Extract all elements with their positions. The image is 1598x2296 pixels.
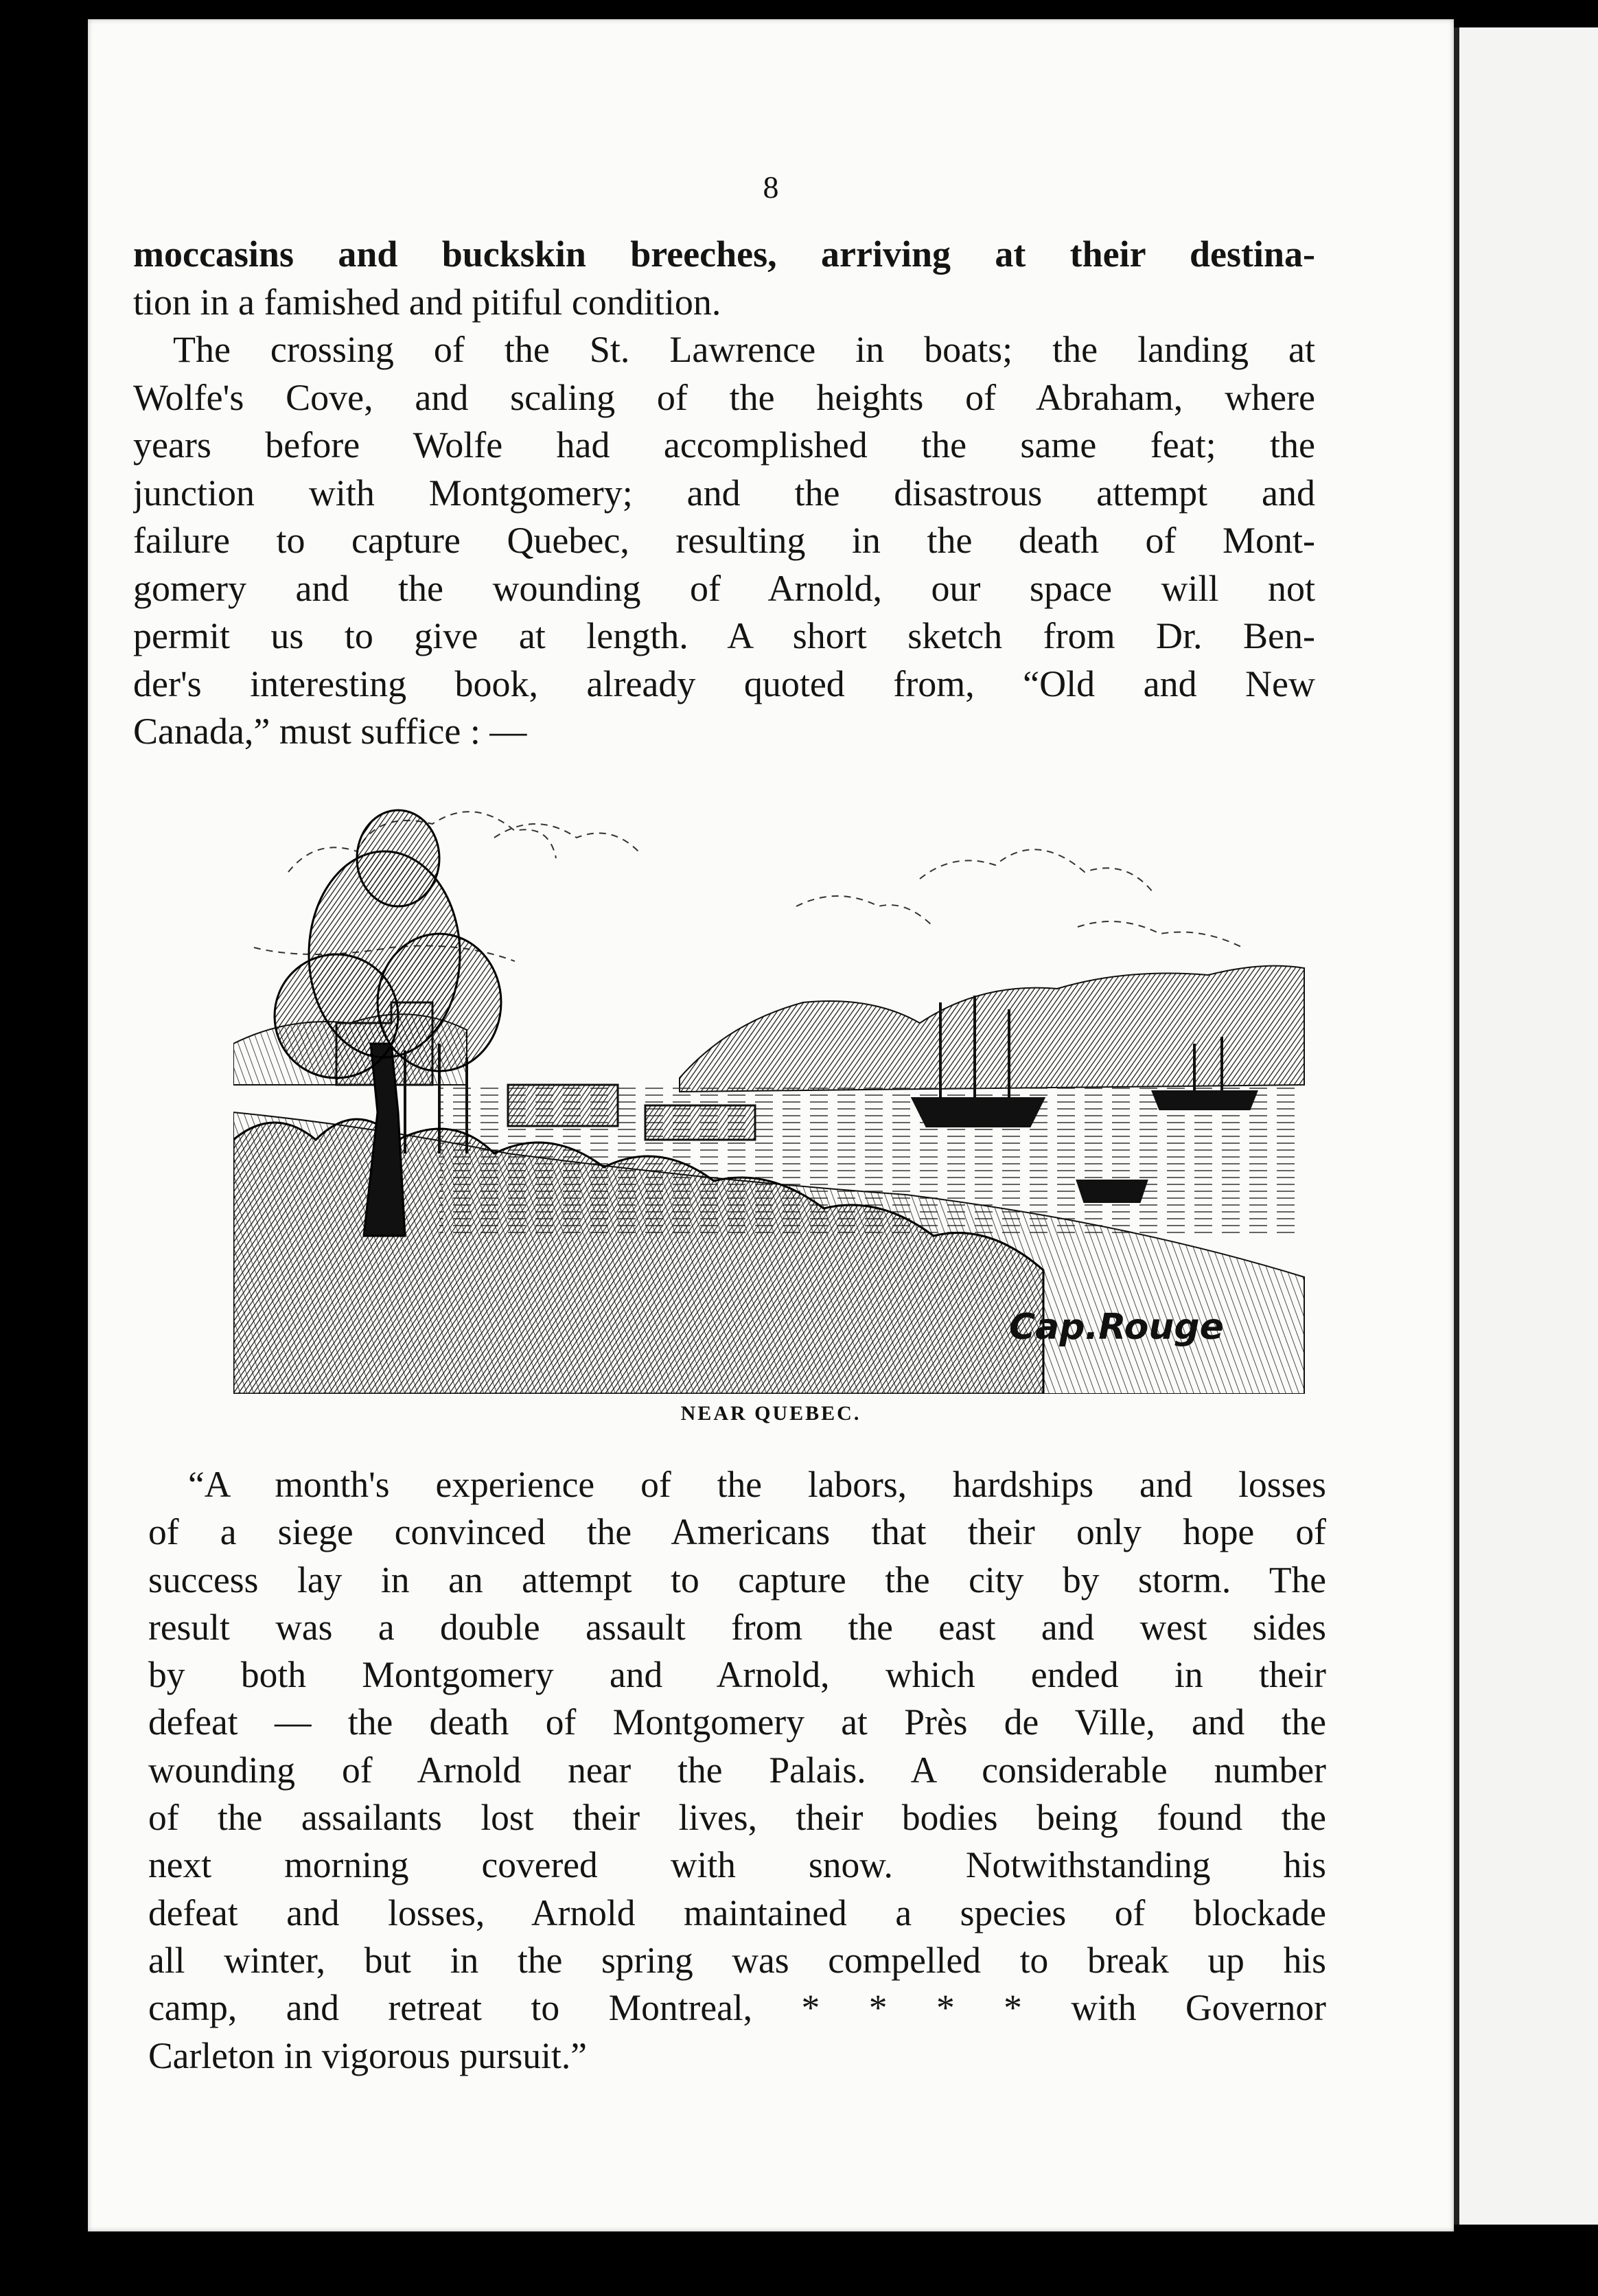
text-line: years before Wolfe had accomplished the same feat; the bbox=[133, 424, 1315, 466]
text-line: next morning covered with snow. Notwithstanding his bbox=[148, 1844, 1326, 1886]
text-line: permit us to give at length. A short sketch from Dr. Ben- bbox=[133, 615, 1315, 656]
text-line: defeat — the death of Montgomery at Près de Ville, and the bbox=[148, 1701, 1326, 1743]
engraving-illustration bbox=[233, 796, 1318, 1394]
text-line: defeat and losses, Arnold maintained a species of blockade bbox=[148, 1892, 1326, 1933]
text-line: camp, and retreat to Montreal, * * * * with Governor bbox=[148, 1987, 1326, 2029]
illustration-caption: NEAR QUEBEC. bbox=[680, 1402, 861, 1425]
text-line: Canada,” must suffice : — bbox=[133, 711, 527, 752]
text-line: gomery and the wounding of Arnold, our space will not bbox=[133, 567, 1315, 609]
text-line: of the assailants lost their lives, their bodies being found the bbox=[148, 1797, 1326, 1839]
text-line: all winter, but in the spring was compelled to break up his bbox=[148, 1939, 1326, 1981]
top-paragraph bbox=[133, 231, 1315, 756]
text-line: wounding of Arnold near the Palais. A considerable number bbox=[148, 1749, 1326, 1791]
text-line: by both Montgomery and Arnold, which ended in their bbox=[148, 1654, 1326, 1696]
text-line: Wolfe's Cove, and scaling of the heights of Abraham, where bbox=[133, 376, 1315, 418]
text-line: “A month's experience of the labors, hardships and losses bbox=[188, 1464, 1326, 1505]
text-line: der's interesting book, already quoted from, “Old and New bbox=[133, 663, 1315, 704]
text-line: failure to capture Quebec, resulting in the death of Mont- bbox=[133, 520, 1315, 561]
text-line: moccasins and buckskin breeches, arriving at their destina- bbox=[133, 233, 1315, 275]
text-line: of a siege convinced the Americans that their only hope of bbox=[148, 1511, 1326, 1553]
text-line: junction with Montgomery; and the disastrous attempt and bbox=[133, 472, 1315, 514]
page-number: 8 bbox=[763, 170, 779, 205]
artist-signature: Cap.Rouge bbox=[1009, 1307, 1224, 1348]
text-line: tion in a famished and pitiful condition. bbox=[133, 281, 721, 323]
quoted-passage bbox=[148, 1461, 1326, 2080]
text-line: result was a double assault from the east and west sides bbox=[148, 1606, 1326, 1648]
text-line: The crossing of the St. Lawrence in boats; the landing at bbox=[173, 329, 1315, 370]
text-line: success lay in an attempt to capture the city by storm. The bbox=[148, 1559, 1326, 1600]
text-line: Carleton in vigorous pursuit.” bbox=[148, 2034, 587, 2076]
mountain-range bbox=[680, 966, 1304, 1092]
facing-page-edge bbox=[1454, 27, 1598, 2225]
